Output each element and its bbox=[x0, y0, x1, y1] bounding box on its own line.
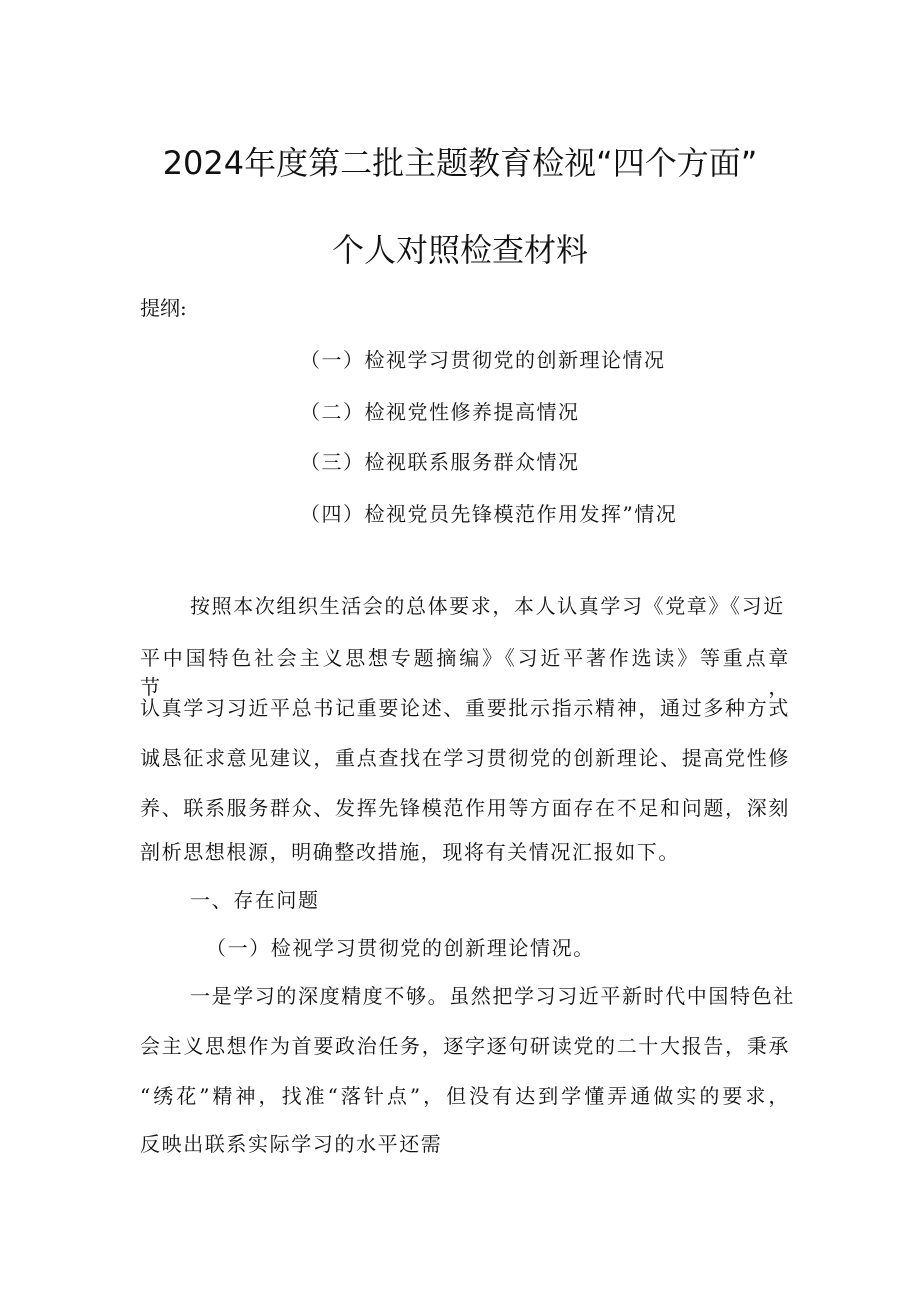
paragraph-line: 按照本次组织生活会的总体要求，本人认真学习《党章》《习近 bbox=[190, 594, 785, 618]
section-heading: 一、存在问题 bbox=[190, 888, 320, 912]
document-title-line-2: 个人对照检查材料 bbox=[331, 231, 588, 269]
paragraph-line: 一是学习的深度精度不够。虽然把学习习近平新时代中国特色社 bbox=[190, 984, 795, 1008]
paragraph-line: 诚恳征求意见建议，重点查找在学习贯彻党的创新理论、提高党性修 bbox=[140, 746, 790, 770]
outline-item: （四）检视党员先锋模范作用发挥”情况 bbox=[300, 502, 678, 526]
paragraph-line: 认真学习习近平总书记重要论述、重要批示指示精神，通过多种方式 bbox=[140, 696, 790, 720]
outline-item: （二）检视党性修养提高情况 bbox=[300, 400, 580, 424]
paragraph-line: “绣花”精神，找准“落针点”，但没有达到学懂弄通做实的要求， bbox=[140, 1084, 790, 1108]
document-title-line-1: 2024年度第二批主题教育检视“四个方面” bbox=[162, 144, 758, 182]
paragraph-line: 反映出联系实际学习的水平还需 bbox=[140, 1132, 443, 1156]
outline-item: （三）检视联系服务群众情况 bbox=[300, 450, 580, 474]
paragraph-line: 平中国特色社会主义思想专题摘编》《习近平著作选读》等重点章节， bbox=[140, 646, 790, 699]
paragraph-line: 养、联系服务群众、发挥先锋模范作用等方面存在不足和问题，深刻 bbox=[140, 796, 790, 820]
subsection-heading: （一）检视学习贯彻党的创新理论情况。 bbox=[206, 936, 595, 960]
outline-item: （一）检视学习贯彻党的创新理论情况 bbox=[300, 348, 666, 372]
paragraph-line: 会主义思想作为首要政治任务，逐字逐句研读党的二十大报告，秉承 bbox=[140, 1034, 790, 1058]
paragraph-line: 剖析思想根源，明确整改措施，现将有关情况汇报如下。 bbox=[140, 840, 680, 864]
outline-label: 提纲: bbox=[140, 296, 187, 320]
